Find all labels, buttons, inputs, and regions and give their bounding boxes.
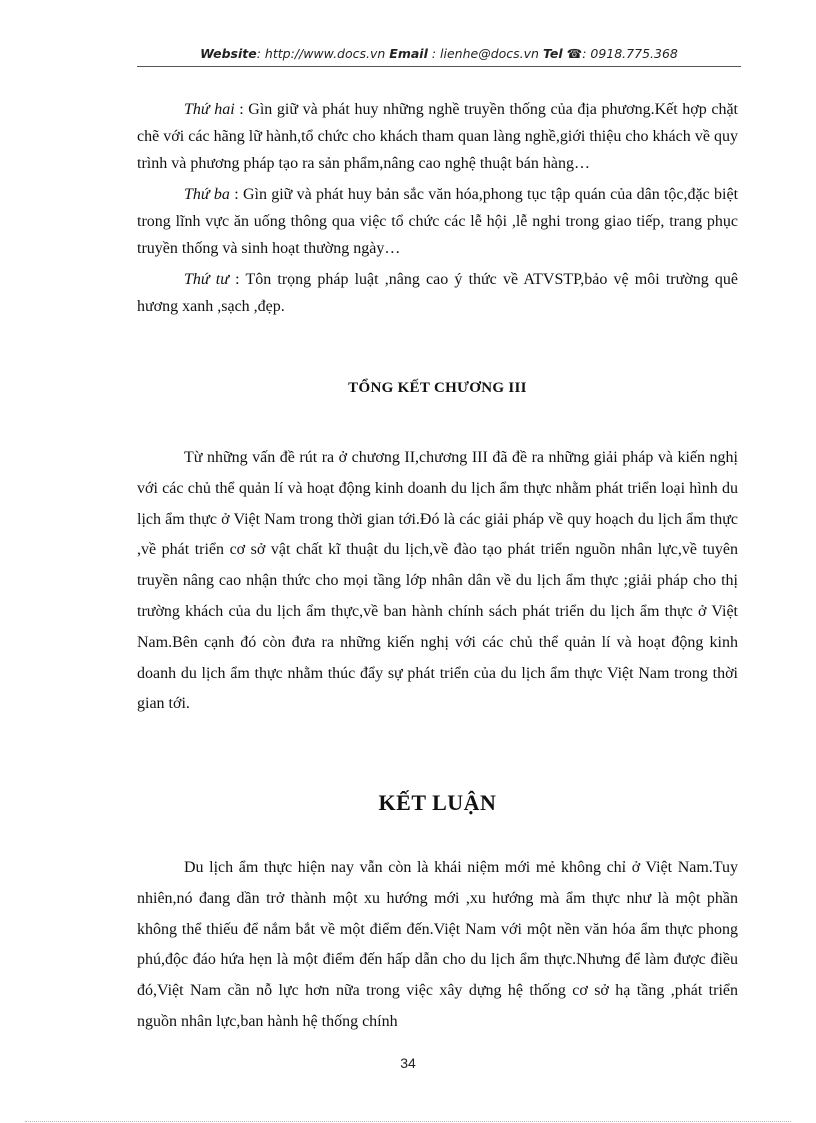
conclusion-section (137, 853, 738, 1038)
chapter-summary-heading: TỔNG KẾT CHƯƠNG III (348, 380, 527, 396)
email-value: : lienhe@docs.vn (427, 46, 543, 61)
conclusion-heading: KẾT LUẬN (378, 790, 497, 815)
phone-icon: ☎ (566, 46, 583, 61)
page-header (137, 46, 741, 61)
conclusion-paragraph: Du lịch ẩm thực hiện nay vẫn còn là khái niệm mới mẻ không chỉ ở Việt Nam.Tuy nhiên,nó đang dần trở thành một xu hướng mới ,xu hướng mà ẩm thực như là một phần không thể thiếu để nắm bắt về một điểm đến.Việt Nam với một nền văn hóa ẩm thực phong phú,độc đáo hứa hẹn là một điểm đến hấp dẫn cho du lịch ẩm thực.Nhưng để làm được điều đó,Việt Nam cần nỗ lực hơn nữa trong việc xây dựng hệ thống cơ sở hạ tầng ,phát triển nguồn nhân lực,ban hành hệ thống chính (137, 859, 738, 1030)
item-label: Thứ hai (184, 101, 235, 118)
item-label: Thứ tư (184, 271, 229, 288)
item-text: : Gìn giữ và phát huy bản sắc văn hóa,phong tục tập quán của dân tộc,đặc biệt trong lĩnh vực ăn uống thông qua việc tổ chức các lễ hội ,lễ nghi trong giao tiếp, trang phục truyền thống và sinh hoạt thường ngày… (137, 186, 739, 257)
email-label: Email (389, 46, 428, 61)
tel-value: : 0918.775.368 (582, 46, 678, 61)
website-value: : http://www.docs.vn (256, 46, 390, 61)
header-rule (137, 66, 741, 67)
website-label: Website (200, 46, 257, 61)
tel-label: Tel (542, 46, 563, 61)
chapter-summary-section (137, 443, 738, 720)
page-number: 34 (400, 1055, 416, 1071)
paragraph-thu-ba (137, 181, 738, 262)
section-1 (137, 96, 738, 320)
paragraph-thu-hai (137, 96, 738, 177)
item-text: : Tôn trọng pháp luật ,nâng cao ý thức về ATVSTP,bảo vệ môi trường quê hương xanh ,sạch ,đẹp. (137, 271, 739, 315)
chapter-summary-paragraph: Từ những vấn đề rút ra ở chương II,chương III đã đề ra những giải pháp và kiến nghị với các chủ thể quản lí và hoạt động kinh doanh du lịch ẩm thực nhằm phát triển loại hình du lịch ẩm thực ở Việt Nam trong thời gian tới.Đó là các giải pháp về quy hoạch du lịch ẩm thực ,về phát triển cơ sở vật chất kĩ thuật du lịch,về đào tạo phát triển nguồn nhân lực,về tuyên truyền nâng cao nhận thức cho mọi tầng lớp nhân dân về du lịch ẩm thực ;giải pháp cho thị trường khách của du lịch ẩm thực,về ban hành chính sách phát triển du lịch ẩm thực ở Việt Nam.Bên cạnh đó còn đưa ra những kiến nghị với các chủ thể quản lí và hoạt động kinh doanh du lịch ẩm thực nhằm thúc đẩy sự phát triển của du lịch ẩm thực Việt Nam trong thời gian tới. (137, 449, 738, 713)
paragraph-thu-tu (137, 266, 738, 320)
page-bottom-border (25, 1121, 791, 1122)
item-text: : Gìn giữ và phát huy những nghề truyền thống của địa phương.Kết hợp chặt chẽ với các hãng lữ hành,tổ chức cho khách tham quan làng nghề,giới thiệu cho khách về quy trình và phương pháp tạo ra sản phẩm,nâng cao nghệ thuật bán hàng… (137, 101, 738, 172)
item-label: Thứ ba (184, 186, 230, 203)
